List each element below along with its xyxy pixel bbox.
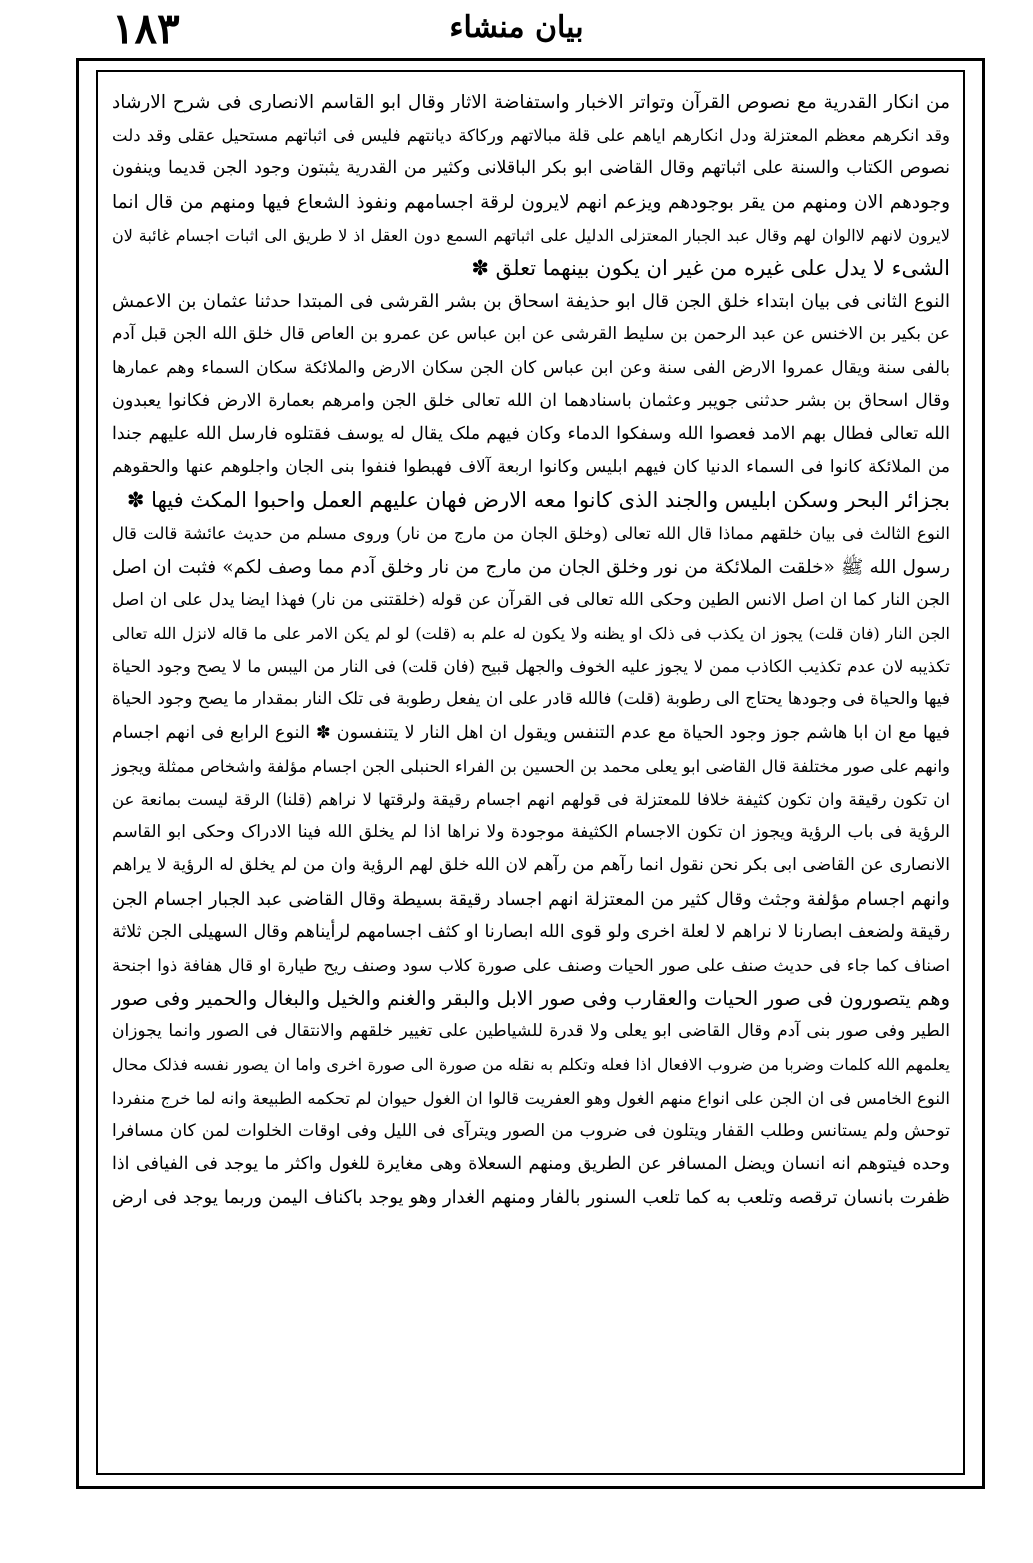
text-line: الشیء لا یدل علی غیره من غیر ان یکون بینهما تعلق ✽ (471, 255, 950, 280)
text-line: بجزائر البحر وسکن ابلیس والجند الذی کانوا معه الارض فهان علیهم العمل واحبوا المکث فیها ✽ (126, 488, 950, 513)
text-line: تکذیبه لان عدم تکذیب الکاذب ممن لا یجوز علیه الخوف والجهل قبیح (فان قلت) فی النار من الیبس ما لا یصح وجود الحیاة (112, 657, 950, 677)
text-line: ان تکون رقیقة وان تکون کثیفة خلافا للمعتزلة فی قولهم انهم اجسام رقیقة ولرقتها لا نراهم (قلنا) الرقة لیست بمانعة عن (112, 789, 950, 809)
text-line: رسول الله ﷺ «خلقت الملائکة من نور وخلق الجان من مارج من نار وخلق آدم مما وصف لکم» فثبت ان اصل (112, 556, 950, 578)
text-line: وانهم اجسام مؤلفة وجثث وقال کثیر من المعتزلة انهم اجساد رقیقة بسیطة وقال القاضی عبد الجبار اجسام الجن (112, 888, 950, 910)
text-line: وقال اسحاق بن بشر حدثنی جویبر وعثمان باسنادهما ان الله تعالی خلق الجن وامرهم بعمارة الارض فکانوا یعبدون (112, 390, 950, 411)
text-line: النوع الثالث فی بیان خلقهم مماذا قال الله تعالی (وخلق الجان من مارج من نار) وروی مسلم من حدیث عائشة قالت قال (112, 524, 950, 544)
text-line: الجن النار کما ان اصل الانس الطین وحکی الله تعالی فی القرآن عن قوله (خلقتنی من نار) فهذا ایضا یدل علی ان اصل (112, 589, 950, 610)
text-line: النوع الخامس فی ان الجن علی انواع منهم الغول وهو العفریت قالوا ان الغول حیوان لم تحکمه الطبیعة وانه لما خرج منفردا (112, 1088, 950, 1108)
text-line: وهم یتصورون فی صور الحیات والعقارب وفی صور الابل والبقر والغنم والخیل والبغال والحمیر وفی صور (112, 987, 950, 1011)
text-line: الله تعالی فطال بهم الامد فعصوا الله وسفکوا الدماء وکان فیهم ملک یقال له یوسف فقتلوه فارسل الله علیهم جندا (112, 423, 950, 444)
text-line: وحده فیتوهم انه انسان ویضل المسافر عن الطریق ومنهم السعلاة وهی مغایرة للغول واکثر ما یوجد فی الفیافی اذا (112, 1154, 950, 1174)
page-number: ١٨٣ (112, 4, 180, 53)
text-line: بالفی سنة ویقال عمروا الارض الفی سنة وعن ابن عباس کان الجن سکان الارض والملائکة سکان السماء وهم عمارها (112, 357, 950, 378)
text-line: النوع الثانی فی بیان ابتداء خلق الجن قال ابو حذیفة اسحاق بن بشر القرشی فی المبتدا حدثنا عثمان بن الاعمش (112, 291, 950, 313)
page-header (0, 0, 1033, 60)
text-line: فیها مع ان ابا هاشم جوز وجود الحیاة مع عدم التنفس ویقول ان اهل النار لا یتنفسون ✽ النوع الرابع فی انهم اجسام (112, 722, 950, 743)
text-line: نصوص الکتاب والسنة علی اثباتهم وقال القاضی ابو بکر الباقلانی وکثیر من القدرية یثبتون وجود الجن قدیما وینفون (112, 158, 950, 179)
body-text (98, 86, 964, 1214)
text-line: الجن النار (فان قلت) یجوز ان یکذب فی ذلک او یظنه ولا یکون له علم به (قلت) لو لم یکن الامر علی ما قاله لانزل الله تعالی (112, 624, 950, 643)
text-line: الانصاری عن القاضی ابی بکر نحن نقول انما رآهم من رآهم لان الله خلق لهم الرؤیة وان من لم یخلق له الرؤیة لا یراهم (112, 855, 950, 876)
text-line: لایرون لانهم لاالوان لهم وقال عبد الجبار المعتزلی الدلیل علی اثباتهم السمع دون العقل اذ لا طریق الی اثبات اجسام غائبة لان (112, 225, 950, 245)
text-line: فیها والحیاة فی وجودها یحتاج الی رطوبة (قلت) فالله قادر علی ان یفعل رطوبة فی تلک النار بمقدار ما یصح وجود الحیاة (111, 689, 950, 710)
text-line: الرؤیة فی باب الرؤیة ویجوز ان تکون الاجسام الکثیفة موجودة ولا نراها اذا لم یخلق الله فینا الادراک وحکی ابو القاسم (112, 822, 950, 843)
text-line: وانهم علی صور مختلفة قال القاضی ابو یعلی محمد بن الحسین بن الفراء الحنبلی الجن اجسام مؤلفة واشخاص ممثلة ویجوز (112, 756, 950, 776)
running-title: بیان منشاء (449, 10, 584, 45)
text-line: الطیر وفی صور بنی آدم وقال القاضی ابو یعلی ولا قدرة للشیاطین علی تغییر خلقهم والانتقال فی الصور وانما یجوزان (112, 1021, 950, 1042)
text-line: توحش ولم یستانس وطلب القفار ویتلون فی ضروب من الصور ویترآی فی اللیل وفی اوقات الخلوات لمن کان مسافرا (112, 1120, 950, 1141)
text-line: عن بکیر بن الاخنس عن عبد الرحمن بن سلیط القرشی عن ابن عباس عن عمرو بن العاص قال خلق الله الجن قبل آدم (112, 324, 950, 345)
text-line: اصناف کما جاء فی حدیث صنف علی صور الحیات وصنف علی صورة کلاب سود وصنف ریح طیارة او قال هفافة ذوا اجنحة (112, 955, 950, 975)
text-line: من انکار القدرية مع نصوص القرآن وتواتر الاخبار واستفاضة الاثار وقال ابو القاسم الانصاری فی شرح الارشاد (112, 92, 950, 113)
text-line: رقیقة ولضعف ابصارنا لا نراهم لا لعلة اخری ولو قوی الله ابصارنا او کثف اجسامهم لرأیناهم وقال السهیلی الجن ثلاثة (112, 921, 950, 942)
text-line: من الملائکة کانوا فی السماء الدنیا کان فیهم ابلیس وکانوا اربعة آلاف فهبطوا فنفوا بنی الجان واجلوهم عنها والحقوهم (112, 457, 950, 478)
text-line: ظفرت بانسان ترقصه وتلعب به کما تلعب السنور بالفار ومنهم الغدار وهو یوجد باکناف الیمن وربما یوجد فی ارض (112, 1187, 950, 1209)
text-line: وجودهم الان ومنهم من یقر بوجودهم ویزعم انهم لایرون لرقة اجسامهم ونفوذ الشعاع فیها ومنهم من قال انما (112, 191, 950, 213)
text-line: وقد انکرهم معظم المعتزلة ودل انکارهم ایاهم علی قلة مبالاتهم ورکاکة دیانتهم فلیس فی اثباتهم مستحیل عقلی وقد دلت (112, 126, 950, 146)
text-line: یعلمهم الله کلمات وضربا من ضروب الافعال اذا فعله وتکلم به نقله من صورة الی صورة اخری واما ان یصور نفسه فذلک محال (112, 1055, 950, 1075)
